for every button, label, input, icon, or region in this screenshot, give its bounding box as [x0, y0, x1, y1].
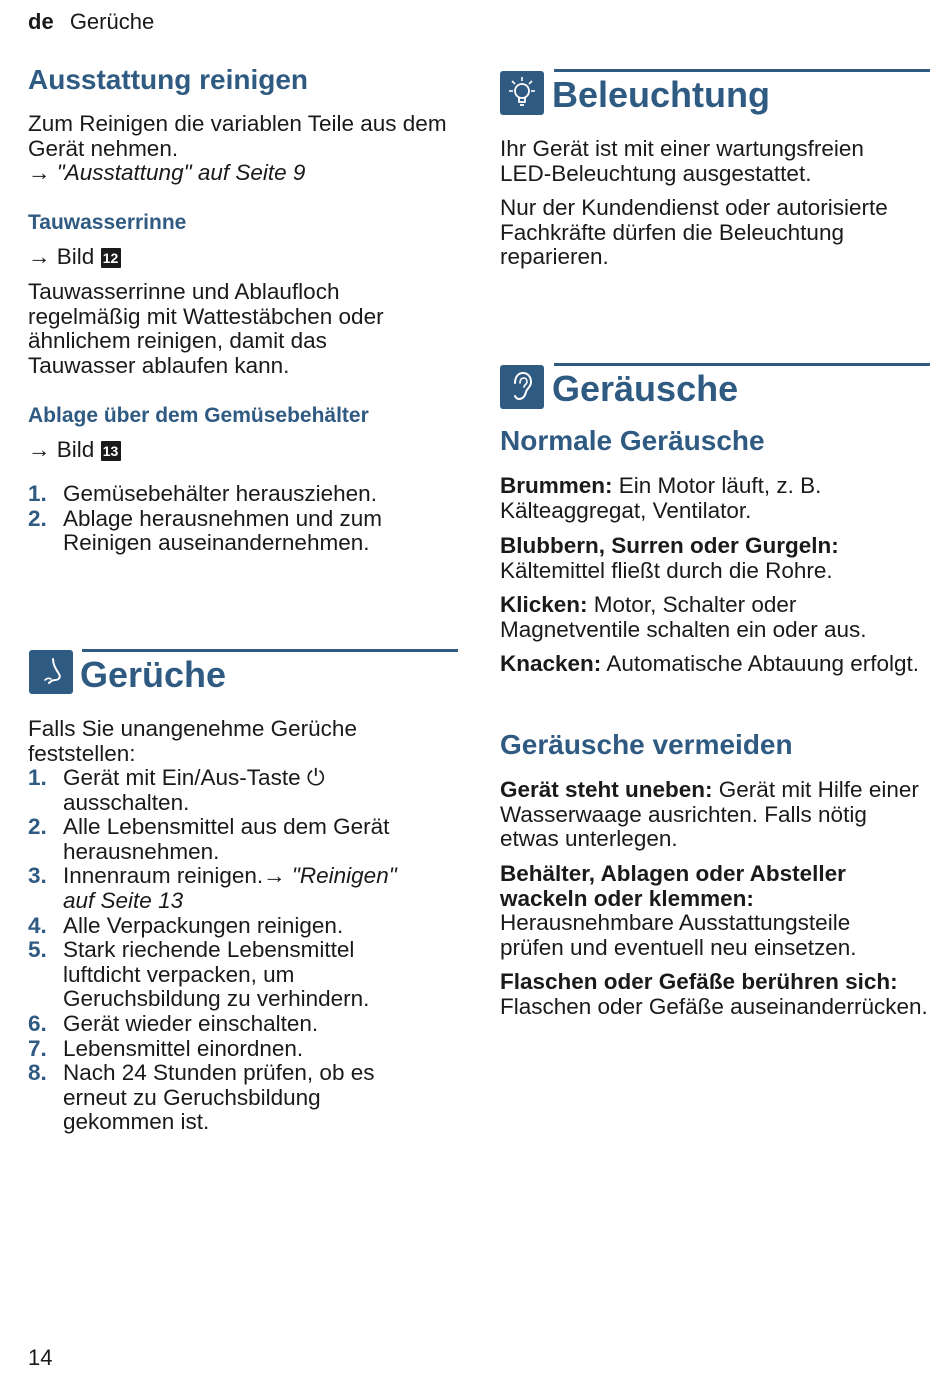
- figure-label: Bild: [56, 437, 95, 462]
- step-text: Stark riechende Lebensmittel luftdicht verpacken, um Geruchsbildung zu verhindern.: [63, 937, 370, 1012]
- running-header: [28, 8, 154, 36]
- list-item: [28, 1061, 433, 1135]
- geraeusche-vermeiden-title: Geräusche vermeiden: [500, 729, 793, 760]
- step-text: Nach 24 Stunden prüfen, ob es erneut zu Geruchsbildung gekommen ist.: [63, 1060, 375, 1135]
- list-item: [28, 507, 448, 556]
- step-text: Innenraum reinigen.: [63, 863, 264, 889]
- beleuchtung-p1: Ihr Gerät ist mit einer wartungsfreien LED-Beleuchtung ausgestattet.: [500, 136, 864, 186]
- normale-geraeusche-title: Normale Geräusche: [500, 425, 765, 456]
- beleuchtung-p2: Nur der Kundendienst oder autorisierte Fachkräfte dürfen die Beleuchtung reparieren.: [500, 195, 888, 270]
- ablage-figure-ref: [28, 438, 121, 463]
- noise-text: Kältemittel fließt durch die Rohre.: [500, 557, 833, 583]
- beleuchtung-title: Beleuchtung: [552, 74, 771, 115]
- ref-arrow: →: [28, 437, 51, 462]
- header-lang: de: [28, 9, 54, 34]
- ear-icon: [500, 365, 544, 409]
- list-item: [28, 1012, 433, 1037]
- step-number: 2.: [28, 814, 47, 840]
- reinigen-ref-link[interactable]: "Reinigen" auf Seite 13: [63, 863, 397, 913]
- list-item: [28, 1037, 433, 1062]
- geraeusche-title: Geräusche: [552, 368, 739, 409]
- avoid-term: Flaschen oder Gefäße berühren sich:: [500, 969, 898, 994]
- noise-item: [500, 652, 920, 677]
- tauwasser-title: Tauwasserrinne: [28, 211, 187, 234]
- lightbulb-icon: [500, 71, 544, 115]
- step-text: Ablage herausnehmen und zum Reinigen auseinandernehmen.: [63, 505, 382, 556]
- noise-text: Motor, Schalter oder Magnetventile schalten ein oder aus.: [500, 592, 867, 642]
- noise-item: [500, 474, 920, 523]
- step-number: 1.: [28, 765, 47, 790]
- gerueche-intro: Falls Sie unangenehme Gerüche feststellen:: [28, 716, 357, 766]
- step-text: Lebensmittel einordnen.: [63, 1035, 304, 1061]
- gerueche-title: Gerüche: [80, 654, 227, 695]
- avoid-text: Flaschen oder Gefäße auseinanderrücken.: [500, 993, 928, 1019]
- ref-arrow: →: [28, 244, 51, 269]
- step-number: 2.: [28, 505, 47, 531]
- list-item: [28, 864, 433, 913]
- ref-arrow: →: [28, 160, 51, 185]
- noise-text: Ein Motor läuft, z. B. Kälteaggregat, Ventilator.: [500, 473, 822, 523]
- step-text: Gemüsebehälter herausziehen.: [63, 481, 377, 506]
- avoid-text: Herausnehmbare Ausstattungsteile prüfen und eventuell neu einsetzen.: [500, 910, 857, 960]
- avoid-term: Gerät steht uneben:: [500, 777, 713, 802]
- list-item: [28, 766, 433, 815]
- step-text: Gerät mit Ein/Aus-Taste ⏻ ausschalten.: [63, 765, 325, 815]
- step-number: 6.: [28, 1010, 47, 1036]
- avoid-item: [500, 778, 920, 852]
- tauwasser-text: Tauwasserrinne und Ablaufloch regelmäßig mit Wattestäbchen oder ähnlichem reinigen, damit das Tauwasser ablaufen kann.: [28, 279, 384, 378]
- section-rule: [554, 69, 930, 72]
- step-number: 5.: [28, 937, 47, 963]
- section-rule: [554, 363, 930, 366]
- list-item: [28, 815, 433, 864]
- noise-item: [500, 534, 920, 583]
- noise-term: Brummen:: [500, 473, 613, 498]
- avoid-item: [500, 862, 920, 960]
- section-rule: [82, 649, 458, 652]
- tauwasser-figure-ref: [28, 245, 121, 270]
- step-number: 3.: [28, 863, 47, 889]
- gerueche-steps: [28, 766, 433, 1135]
- noise-term: Knacken:: [500, 651, 602, 676]
- figure-number: 12: [101, 248, 121, 268]
- avoid-text: Gerät mit Hilfe einer Wasserwaage ausrichten. Falls nötig etwas unterlegen.: [500, 777, 919, 852]
- nose-icon: [29, 650, 73, 694]
- step-number: 7.: [28, 1035, 47, 1061]
- list-item: [28, 914, 433, 939]
- step-text: Alle Verpackungen reinigen.: [63, 912, 344, 938]
- ausstattung-ref: [28, 161, 448, 186]
- noise-term: Klicken:: [500, 592, 588, 617]
- header-section: Gerüche: [69, 9, 155, 34]
- step-text: Gerät wieder einschalten.: [63, 1010, 319, 1036]
- ausstattung-ref-link[interactable]: "Ausstattung" auf Seite 9: [56, 160, 306, 185]
- step-number: 4.: [28, 912, 47, 938]
- avoid-item: [500, 970, 930, 1019]
- noise-item: [500, 593, 920, 642]
- ausstattung-title: Ausstattung reinigen: [28, 64, 309, 95]
- step-text: Alle Lebensmittel aus dem Gerät herausnehmen.: [63, 814, 390, 864]
- step-number: 8.: [28, 1060, 47, 1086]
- list-item: [28, 482, 448, 507]
- noise-text: Automatische Abtauung erfolgt.: [606, 651, 920, 676]
- noise-term: Blubbern, Surren oder Gurgeln:: [500, 533, 839, 558]
- page-number: 14: [28, 1345, 53, 1370]
- ref-arrow: →: [263, 863, 286, 889]
- ablage-steps: [28, 482, 448, 556]
- ablage-title: Ablage über dem Gemüsebehälter: [28, 404, 369, 427]
- figure-label: Bild: [56, 244, 95, 269]
- figure-number: 13: [101, 441, 121, 461]
- avoid-term: Behälter, Ablagen oder Absteller wackeln oder klemmen:: [500, 861, 846, 911]
- ausstattung-text: Zum Reinigen die variablen Teile aus dem Gerät nehmen.: [28, 111, 447, 161]
- list-item: [28, 938, 433, 1012]
- step-number: 1.: [28, 481, 47, 506]
